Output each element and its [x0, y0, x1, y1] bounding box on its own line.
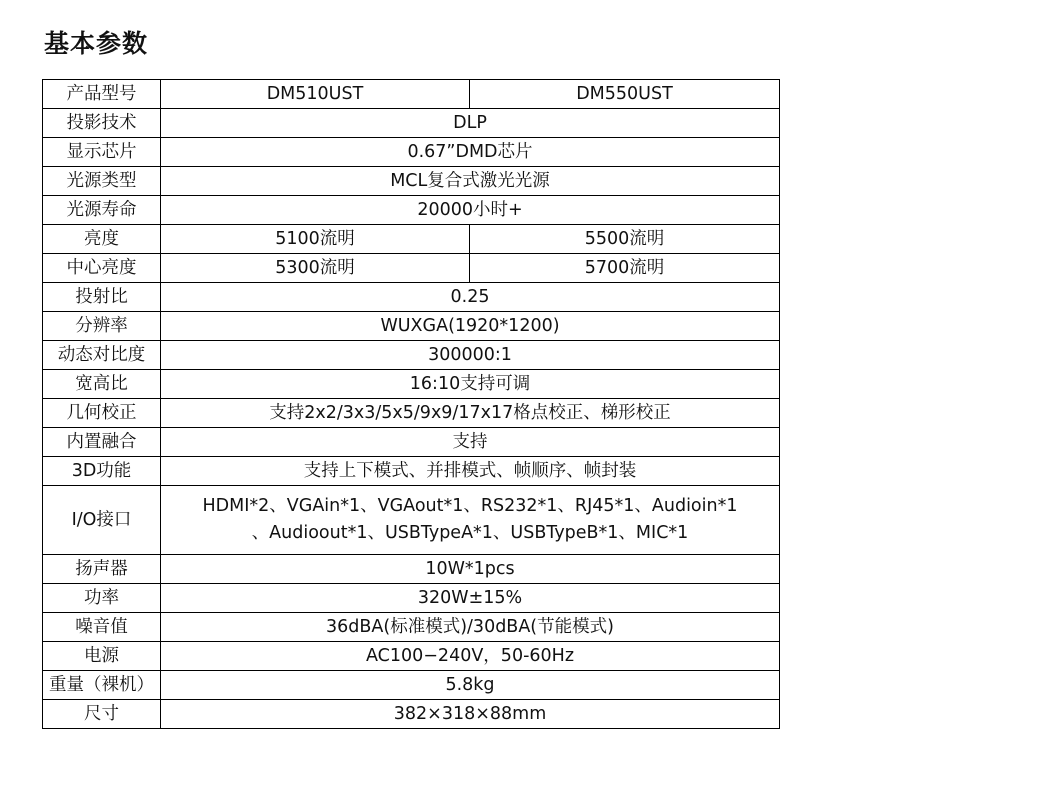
table-row: [43, 700, 780, 729]
row-value: 支持2x2/3x3/5x5/9x9/17x17格点校正、梯形校正: [161, 399, 780, 428]
table-row: [43, 138, 780, 167]
row-label: I/O接口: [43, 486, 161, 555]
row-label: 投射比: [43, 283, 161, 312]
row-value: 支持上下模式、并排模式、帧顺序、帧封装: [161, 457, 780, 486]
table-row: [43, 109, 780, 138]
row-value: 36dBA(标准模式)/30dBA(节能模式): [161, 613, 780, 642]
table-row: [43, 555, 780, 584]
row-value: 10W*1pcs: [161, 555, 780, 584]
row-value: 5500流明: [470, 225, 780, 254]
row-value: 支持: [161, 428, 780, 457]
row-value-io: [161, 486, 780, 555]
row-label: 尺寸: [43, 700, 161, 729]
table-row: [43, 341, 780, 370]
row-label: 中心亮度: [43, 254, 161, 283]
table-row: [43, 613, 780, 642]
row-value: 0.25: [161, 283, 780, 312]
table-row: [43, 457, 780, 486]
row-value: 5300流明: [161, 254, 470, 283]
row-value: 5700流明: [470, 254, 780, 283]
row-value: 320W±15%: [161, 584, 780, 613]
row-label: 分辨率: [43, 312, 161, 341]
spec-table: [42, 79, 780, 729]
row-value: AC100−240V，50-60Hz: [161, 642, 780, 671]
io-line-2: 、Audioout*1、USBTypeA*1、USBTypeB*1、MIC*1: [251, 523, 689, 543]
table-row: [43, 642, 780, 671]
row-value: DM510UST: [161, 80, 470, 109]
row-value: 382×318×88mm: [161, 700, 780, 729]
table-row: [43, 225, 780, 254]
row-label: 投影技术: [43, 109, 161, 138]
table-row: [43, 428, 780, 457]
table-row: [43, 671, 780, 700]
row-value: DLP: [161, 109, 780, 138]
row-label: 光源类型: [43, 167, 161, 196]
row-label: 亮度: [43, 225, 161, 254]
table-row: [43, 254, 780, 283]
row-label: 电源: [43, 642, 161, 671]
row-label: 显示芯片: [43, 138, 161, 167]
table-row: [43, 370, 780, 399]
row-value: DM550UST: [470, 80, 780, 109]
row-label: 3D功能: [43, 457, 161, 486]
table-row: [43, 399, 780, 428]
row-value: 300000:1: [161, 341, 780, 370]
row-value: 20000小时+: [161, 196, 780, 225]
table-row: [43, 584, 780, 613]
table-row: [43, 167, 780, 196]
row-label: 扬声器: [43, 555, 161, 584]
row-label: 动态对比度: [43, 341, 161, 370]
table-row: [43, 312, 780, 341]
row-value: 5100流明: [161, 225, 470, 254]
table-row: [43, 196, 780, 225]
io-line-1: HDMI*2、VGAin*1、VGAout*1、RS232*1、RJ45*1、Audioin*1: [202, 496, 738, 516]
row-label: 重量（裸机）: [43, 671, 161, 700]
table-row: [43, 283, 780, 312]
table-row: [43, 486, 780, 555]
row-value: 5.8kg: [161, 671, 780, 700]
row-label: 噪音值: [43, 613, 161, 642]
row-value: 16:10支持可调: [161, 370, 780, 399]
row-label: 功率: [43, 584, 161, 613]
table-row: [43, 80, 780, 109]
row-label: 几何校正: [43, 399, 161, 428]
row-label: 宽高比: [43, 370, 161, 399]
row-label: 内置融合: [43, 428, 161, 457]
section-title: 基本参数: [44, 29, 149, 58]
row-value: MCL复合式激光光源: [161, 167, 780, 196]
row-label: 产品型号: [43, 80, 161, 109]
row-value: WUXGA(1920*1200): [161, 312, 780, 341]
row-value: 0.67”DMD芯片: [161, 138, 780, 167]
row-label: 光源寿命: [43, 196, 161, 225]
